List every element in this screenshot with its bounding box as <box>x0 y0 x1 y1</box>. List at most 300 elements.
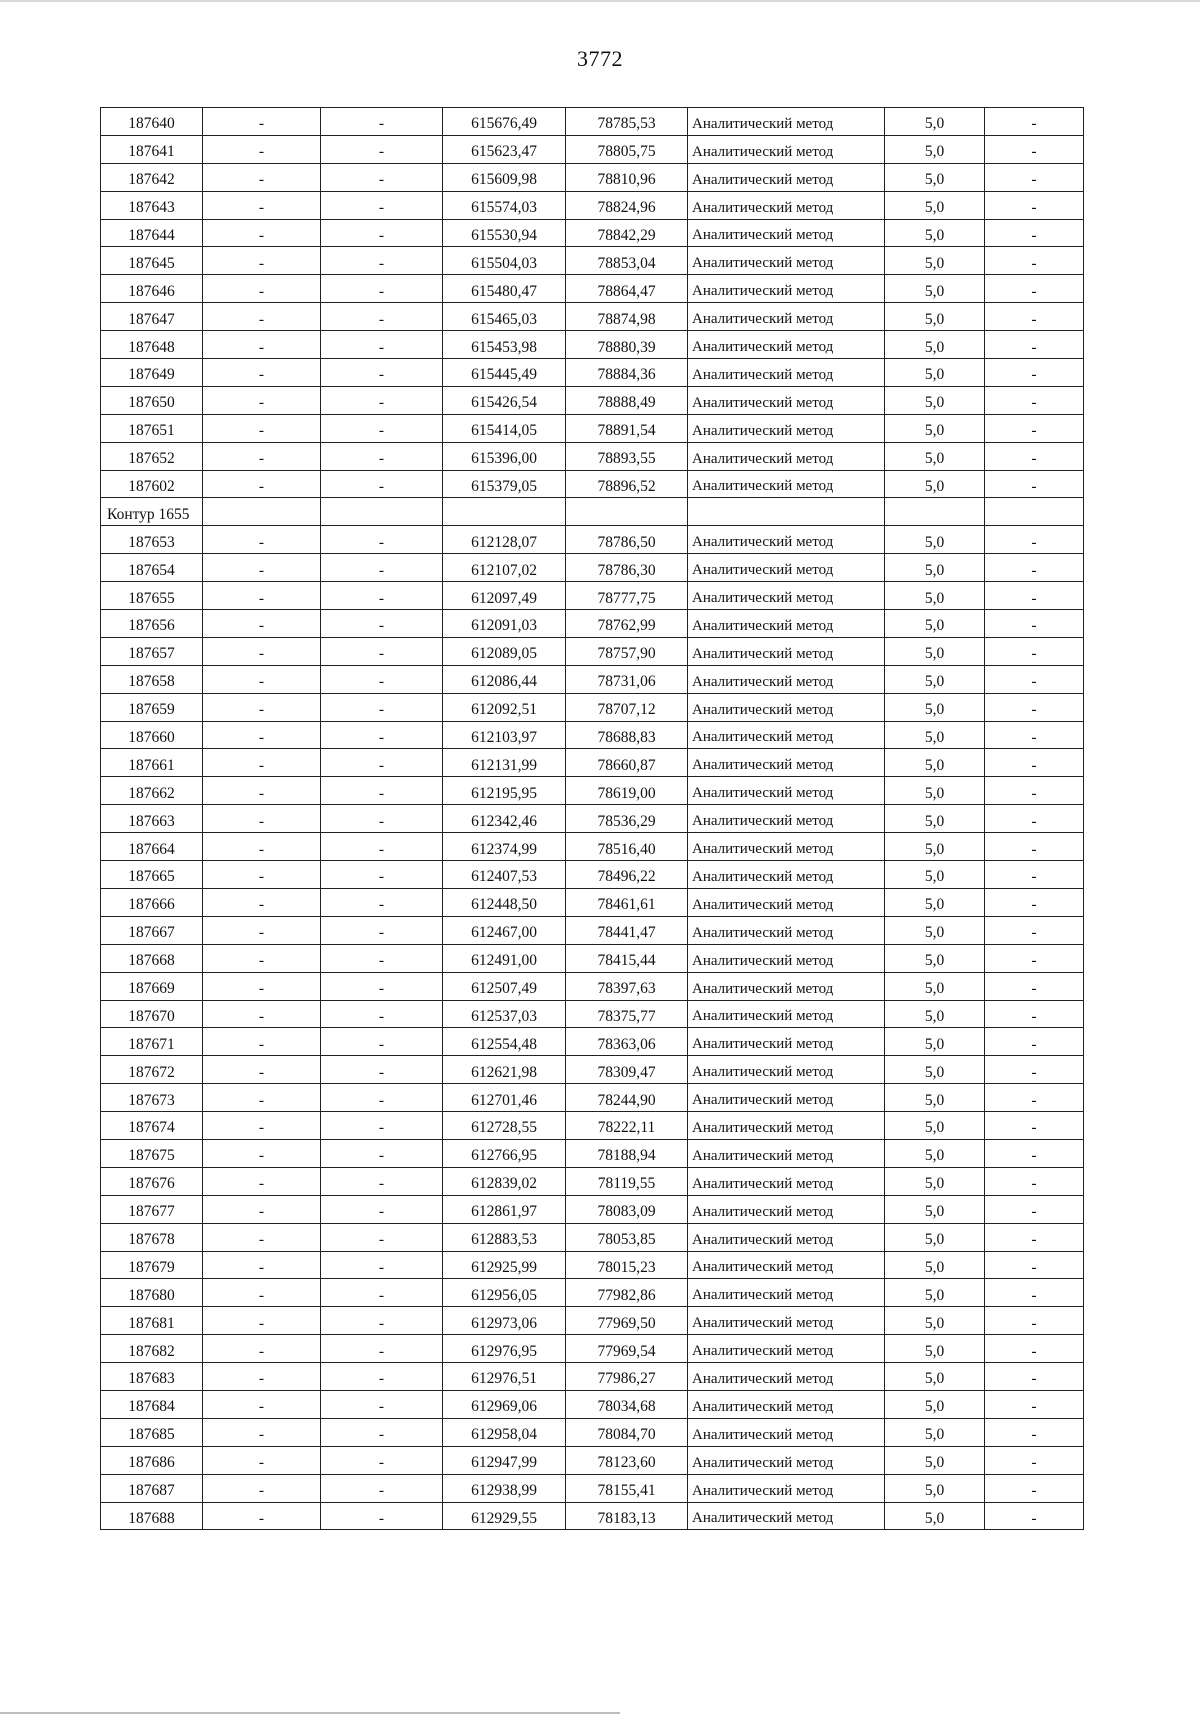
x-coordinate-cell: 612537,03 <box>443 1000 566 1028</box>
method-cell: Аналитический метод <box>688 1251 885 1279</box>
x-coordinate-cell: 612342,46 <box>443 805 566 833</box>
table-row <box>101 916 1084 944</box>
col3-cell: - <box>321 1390 443 1418</box>
method-cell: Аналитический метод <box>688 1056 885 1084</box>
accuracy-cell: 5,0 <box>885 1390 985 1418</box>
table-row <box>101 1474 1084 1502</box>
table-row <box>101 777 1084 805</box>
col3-cell: - <box>321 1307 443 1335</box>
col3-cell: - <box>321 247 443 275</box>
y-coordinate-cell: 78155,41 <box>566 1474 688 1502</box>
table-row <box>101 163 1084 191</box>
accuracy-cell: 5,0 <box>885 777 985 805</box>
point-id-cell: 187650 <box>101 386 203 414</box>
point-id-cell: 187674 <box>101 1112 203 1140</box>
x-coordinate-cell: 615379,05 <box>443 470 566 498</box>
contour-header-row <box>101 498 1084 526</box>
col3-cell: - <box>321 359 443 387</box>
accuracy-cell: 5,0 <box>885 749 985 777</box>
col8-cell: - <box>985 833 1084 861</box>
coordinates-table <box>100 107 1084 1530</box>
table-row <box>101 833 1084 861</box>
col2-cell: - <box>203 1251 321 1279</box>
col2-cell: - <box>203 386 321 414</box>
point-id-cell: 187675 <box>101 1139 203 1167</box>
x-coordinate-cell: 612976,95 <box>443 1335 566 1363</box>
method-cell: Аналитический метод <box>688 833 885 861</box>
point-id-cell: 187655 <box>101 582 203 610</box>
y-coordinate-cell: 78309,47 <box>566 1056 688 1084</box>
x-coordinate-cell: 612091,03 <box>443 610 566 638</box>
point-id-cell: 187684 <box>101 1390 203 1418</box>
col8-cell: - <box>985 1028 1084 1056</box>
point-id-cell: 187658 <box>101 665 203 693</box>
col2-cell: - <box>203 219 321 247</box>
x-coordinate-cell: 612956,05 <box>443 1279 566 1307</box>
method-cell: Аналитический метод <box>688 1195 885 1223</box>
col8-cell: - <box>985 610 1084 638</box>
col8-cell: - <box>985 1195 1084 1223</box>
method-cell: Аналитический метод <box>688 1502 885 1530</box>
point-id-cell: 187680 <box>101 1279 203 1307</box>
method-cell: Аналитический метод <box>688 163 885 191</box>
col8-cell: - <box>985 1112 1084 1140</box>
y-coordinate-cell: 78777,75 <box>566 582 688 610</box>
accuracy-cell: 5,0 <box>885 163 985 191</box>
col3-cell: - <box>321 1502 443 1530</box>
method-cell: Аналитический метод <box>688 191 885 219</box>
col8-cell: - <box>985 1418 1084 1446</box>
col2-cell: - <box>203 470 321 498</box>
col8-cell: - <box>985 637 1084 665</box>
y-coordinate-cell: 78536,29 <box>566 805 688 833</box>
col8-cell: - <box>985 721 1084 749</box>
table-row <box>101 1446 1084 1474</box>
accuracy-cell: 5,0 <box>885 1223 985 1251</box>
x-coordinate-cell: 615676,49 <box>443 108 566 136</box>
point-id-cell: 187656 <box>101 610 203 638</box>
point-id-cell: 187640 <box>101 108 203 136</box>
method-cell: Аналитический метод <box>688 861 885 889</box>
point-id-cell: 187682 <box>101 1335 203 1363</box>
col3-cell: - <box>321 1335 443 1363</box>
method-cell: Аналитический метод <box>688 108 885 136</box>
point-id-cell: 187662 <box>101 777 203 805</box>
table-row <box>101 749 1084 777</box>
point-id-cell: 187660 <box>101 721 203 749</box>
col3-cell: - <box>321 833 443 861</box>
method-cell: Аналитический метод <box>688 1418 885 1446</box>
col8-cell: - <box>985 1139 1084 1167</box>
y-coordinate-cell: 78516,40 <box>566 833 688 861</box>
method-cell: Аналитический метод <box>688 1112 885 1140</box>
y-coordinate-cell: 78496,22 <box>566 861 688 889</box>
y-coordinate-cell: 78084,70 <box>566 1418 688 1446</box>
point-id-cell: 187646 <box>101 275 203 303</box>
empty-cell <box>688 498 885 526</box>
empty-cell <box>443 498 566 526</box>
accuracy-cell: 5,0 <box>885 1167 985 1195</box>
col2-cell: - <box>203 331 321 359</box>
table-row <box>101 219 1084 247</box>
col3-cell: - <box>321 163 443 191</box>
x-coordinate-cell: 612976,51 <box>443 1363 566 1391</box>
col8-cell: - <box>985 1056 1084 1084</box>
x-coordinate-cell: 612407,53 <box>443 861 566 889</box>
method-cell: Аналитический метод <box>688 1390 885 1418</box>
accuracy-cell: 5,0 <box>885 526 985 554</box>
table-row <box>101 721 1084 749</box>
col8-cell: - <box>985 554 1084 582</box>
y-coordinate-cell: 78786,30 <box>566 554 688 582</box>
col8-cell: - <box>985 916 1084 944</box>
col3-cell: - <box>321 1223 443 1251</box>
col3-cell: - <box>321 526 443 554</box>
col2-cell: - <box>203 1418 321 1446</box>
y-coordinate-cell: 78619,00 <box>566 777 688 805</box>
method-cell: Аналитический метод <box>688 219 885 247</box>
x-coordinate-cell: 615480,47 <box>443 275 566 303</box>
method-cell: Аналитический метод <box>688 610 885 638</box>
accuracy-cell: 5,0 <box>885 386 985 414</box>
point-id-cell: 187668 <box>101 944 203 972</box>
x-coordinate-cell: 612938,99 <box>443 1474 566 1502</box>
col2-cell: - <box>203 1028 321 1056</box>
col8-cell: - <box>985 972 1084 1000</box>
col2-cell: - <box>203 1279 321 1307</box>
col3-cell: - <box>321 637 443 665</box>
y-coordinate-cell: 78786,50 <box>566 526 688 554</box>
col2-cell: - <box>203 777 321 805</box>
col3-cell: - <box>321 219 443 247</box>
col3-cell: - <box>321 386 443 414</box>
method-cell: Аналитический метод <box>688 1363 885 1391</box>
col3-cell: - <box>321 805 443 833</box>
table-row <box>101 944 1084 972</box>
y-coordinate-cell: 78188,94 <box>566 1139 688 1167</box>
accuracy-cell: 5,0 <box>885 1446 985 1474</box>
point-id-cell: 187644 <box>101 219 203 247</box>
col3-cell: - <box>321 861 443 889</box>
point-id-cell: 187673 <box>101 1084 203 1112</box>
accuracy-cell: 5,0 <box>885 359 985 387</box>
col8-cell: - <box>985 442 1084 470</box>
table-row <box>101 191 1084 219</box>
col2-cell: - <box>203 135 321 163</box>
y-coordinate-cell: 78415,44 <box>566 944 688 972</box>
col8-cell: - <box>985 219 1084 247</box>
col3-cell: - <box>321 944 443 972</box>
y-coordinate-cell: 77969,54 <box>566 1335 688 1363</box>
y-coordinate-cell: 78244,90 <box>566 1084 688 1112</box>
col3-cell: - <box>321 582 443 610</box>
col8-cell: - <box>985 805 1084 833</box>
table-row <box>101 1195 1084 1223</box>
point-id-cell: 187645 <box>101 247 203 275</box>
point-id-cell: 187649 <box>101 359 203 387</box>
col2-cell: - <box>203 442 321 470</box>
col8-cell: - <box>985 1251 1084 1279</box>
accuracy-cell: 5,0 <box>885 108 985 136</box>
method-cell: Аналитический метод <box>688 442 885 470</box>
y-coordinate-cell: 78888,49 <box>566 386 688 414</box>
y-coordinate-cell: 78874,98 <box>566 303 688 331</box>
y-coordinate-cell: 78688,83 <box>566 721 688 749</box>
col2-cell: - <box>203 1223 321 1251</box>
y-coordinate-cell: 78785,53 <box>566 108 688 136</box>
col8-cell: - <box>985 386 1084 414</box>
accuracy-cell: 5,0 <box>885 582 985 610</box>
col3-cell: - <box>321 108 443 136</box>
method-cell: Аналитический метод <box>688 916 885 944</box>
col8-cell: - <box>985 1084 1084 1112</box>
y-coordinate-cell: 78757,90 <box>566 637 688 665</box>
col2-cell: - <box>203 1084 321 1112</box>
y-coordinate-cell: 78119,55 <box>566 1167 688 1195</box>
table-row <box>101 554 1084 582</box>
y-coordinate-cell: 78880,39 <box>566 331 688 359</box>
accuracy-cell: 5,0 <box>885 1139 985 1167</box>
point-id-cell: 187683 <box>101 1363 203 1391</box>
method-cell: Аналитический метод <box>688 1084 885 1112</box>
method-cell: Аналитический метод <box>688 1028 885 1056</box>
accuracy-cell: 5,0 <box>885 331 985 359</box>
y-coordinate-cell: 78375,77 <box>566 1000 688 1028</box>
table-row <box>101 1363 1084 1391</box>
y-coordinate-cell: 78884,36 <box>566 359 688 387</box>
table-row <box>101 1390 1084 1418</box>
y-coordinate-cell: 78896,52 <box>566 470 688 498</box>
point-id-cell: 187661 <box>101 749 203 777</box>
x-coordinate-cell: 612128,07 <box>443 526 566 554</box>
accuracy-cell: 5,0 <box>885 1251 985 1279</box>
point-id-cell: 187602 <box>101 470 203 498</box>
method-cell: Аналитический метод <box>688 331 885 359</box>
col3-cell: - <box>321 665 443 693</box>
x-coordinate-cell: 615530,94 <box>443 219 566 247</box>
col2-cell: - <box>203 414 321 442</box>
accuracy-cell: 5,0 <box>885 470 985 498</box>
col3-cell: - <box>321 275 443 303</box>
col2-cell: - <box>203 1000 321 1028</box>
x-coordinate-cell: 615504,03 <box>443 247 566 275</box>
col2-cell: - <box>203 303 321 331</box>
table-row <box>101 275 1084 303</box>
y-coordinate-cell: 77969,50 <box>566 1307 688 1335</box>
table-row <box>101 582 1084 610</box>
point-id-cell: 187686 <box>101 1446 203 1474</box>
col2-cell: - <box>203 1112 321 1140</box>
point-id-cell: 187651 <box>101 414 203 442</box>
x-coordinate-cell: 612947,99 <box>443 1446 566 1474</box>
x-coordinate-cell: 615426,54 <box>443 386 566 414</box>
point-id-cell: 187687 <box>101 1474 203 1502</box>
y-coordinate-cell: 78034,68 <box>566 1390 688 1418</box>
table-row <box>101 442 1084 470</box>
page-number: 3772 <box>577 46 623 71</box>
y-coordinate-cell: 77986,27 <box>566 1363 688 1391</box>
col3-cell: - <box>321 777 443 805</box>
table-row <box>101 386 1084 414</box>
col3-cell: - <box>321 1418 443 1446</box>
col8-cell: - <box>985 359 1084 387</box>
x-coordinate-cell: 612491,00 <box>443 944 566 972</box>
method-cell: Аналитический метод <box>688 135 885 163</box>
col8-cell: - <box>985 861 1084 889</box>
col3-cell: - <box>321 1056 443 1084</box>
x-coordinate-cell: 612973,06 <box>443 1307 566 1335</box>
point-id-cell: 187642 <box>101 163 203 191</box>
table-row <box>101 1084 1084 1112</box>
table-row <box>101 805 1084 833</box>
col3-cell: - <box>321 1167 443 1195</box>
table-row <box>101 1139 1084 1167</box>
col3-cell: - <box>321 916 443 944</box>
col2-cell: - <box>203 1307 321 1335</box>
point-id-cell: 187659 <box>101 693 203 721</box>
y-coordinate-cell: 77982,86 <box>566 1279 688 1307</box>
col8-cell: - <box>985 275 1084 303</box>
accuracy-cell: 5,0 <box>885 191 985 219</box>
accuracy-cell: 5,0 <box>885 1084 985 1112</box>
y-coordinate-cell: 78053,85 <box>566 1223 688 1251</box>
method-cell: Аналитический метод <box>688 1279 885 1307</box>
table-row <box>101 1028 1084 1056</box>
accuracy-cell: 5,0 <box>885 414 985 442</box>
method-cell: Аналитический метод <box>688 1474 885 1502</box>
point-id-cell: 187663 <box>101 805 203 833</box>
empty-cell <box>985 498 1084 526</box>
method-cell: Аналитический метод <box>688 275 885 303</box>
point-id-cell: 187688 <box>101 1502 203 1530</box>
col8-cell: - <box>985 526 1084 554</box>
col2-cell: - <box>203 1474 321 1502</box>
table-row <box>101 1335 1084 1363</box>
table-row <box>101 414 1084 442</box>
method-cell: Аналитический метод <box>688 414 885 442</box>
x-coordinate-cell: 612507,49 <box>443 972 566 1000</box>
col8-cell: - <box>985 414 1084 442</box>
method-cell: Аналитический метод <box>688 359 885 387</box>
accuracy-cell: 5,0 <box>885 275 985 303</box>
col3-cell: - <box>321 554 443 582</box>
x-coordinate-cell: 612089,05 <box>443 637 566 665</box>
accuracy-cell: 5,0 <box>885 554 985 582</box>
table-row <box>101 693 1084 721</box>
accuracy-cell: 5,0 <box>885 1112 985 1140</box>
y-coordinate-cell: 78805,75 <box>566 135 688 163</box>
y-coordinate-cell: 78864,47 <box>566 275 688 303</box>
col3-cell: - <box>321 1363 443 1391</box>
accuracy-cell: 5,0 <box>885 693 985 721</box>
y-coordinate-cell: 78083,09 <box>566 1195 688 1223</box>
col3-cell: - <box>321 414 443 442</box>
y-coordinate-cell: 78397,63 <box>566 972 688 1000</box>
table-row <box>101 1000 1084 1028</box>
empty-cell <box>203 498 321 526</box>
col2-cell: - <box>203 972 321 1000</box>
accuracy-cell: 5,0 <box>885 247 985 275</box>
col3-cell: - <box>321 1251 443 1279</box>
col3-cell: - <box>321 1279 443 1307</box>
accuracy-cell: 5,0 <box>885 1279 985 1307</box>
accuracy-cell: 5,0 <box>885 805 985 833</box>
point-id-cell: 187652 <box>101 442 203 470</box>
accuracy-cell: 5,0 <box>885 721 985 749</box>
y-coordinate-cell: 78891,54 <box>566 414 688 442</box>
col3-cell: - <box>321 303 443 331</box>
point-id-cell: 187665 <box>101 861 203 889</box>
col3-cell: - <box>321 1139 443 1167</box>
col3-cell: - <box>321 888 443 916</box>
x-coordinate-cell: 612883,53 <box>443 1223 566 1251</box>
col2-cell: - <box>203 582 321 610</box>
col3-cell: - <box>321 1474 443 1502</box>
col8-cell: - <box>985 1307 1084 1335</box>
col2-cell: - <box>203 665 321 693</box>
col8-cell: - <box>985 1279 1084 1307</box>
y-coordinate-cell: 78731,06 <box>566 665 688 693</box>
x-coordinate-cell: 612103,97 <box>443 721 566 749</box>
point-id-cell: 187641 <box>101 135 203 163</box>
point-id-cell: 187643 <box>101 191 203 219</box>
col2-cell: - <box>203 693 321 721</box>
col3-cell: - <box>321 749 443 777</box>
y-coordinate-cell: 78222,11 <box>566 1112 688 1140</box>
method-cell: Аналитический метод <box>688 1139 885 1167</box>
col2-cell: - <box>203 1167 321 1195</box>
table-row <box>101 1307 1084 1335</box>
method-cell: Аналитический метод <box>688 247 885 275</box>
table-row <box>101 1167 1084 1195</box>
x-coordinate-cell: 612969,06 <box>443 1390 566 1418</box>
col2-cell: - <box>203 247 321 275</box>
x-coordinate-cell: 612374,99 <box>443 833 566 861</box>
y-coordinate-cell: 78183,13 <box>566 1502 688 1530</box>
x-coordinate-cell: 612131,99 <box>443 749 566 777</box>
accuracy-cell: 5,0 <box>885 916 985 944</box>
accuracy-cell: 5,0 <box>885 1502 985 1530</box>
method-cell: Аналитический метод <box>688 749 885 777</box>
point-id-cell: 187648 <box>101 331 203 359</box>
col3-cell: - <box>321 1112 443 1140</box>
accuracy-cell: 5,0 <box>885 1418 985 1446</box>
col8-cell: - <box>985 108 1084 136</box>
col2-cell: - <box>203 944 321 972</box>
col3-cell: - <box>321 442 443 470</box>
method-cell: Аналитический метод <box>688 582 885 610</box>
method-cell: Аналитический метод <box>688 1446 885 1474</box>
col8-cell: - <box>985 665 1084 693</box>
col8-cell: - <box>985 1335 1084 1363</box>
col8-cell: - <box>985 888 1084 916</box>
accuracy-cell: 5,0 <box>885 944 985 972</box>
point-id-cell: 187667 <box>101 916 203 944</box>
col2-cell: - <box>203 275 321 303</box>
empty-cell <box>321 498 443 526</box>
y-coordinate-cell: 78810,96 <box>566 163 688 191</box>
table-row <box>101 972 1084 1000</box>
point-id-cell: 187679 <box>101 1251 203 1279</box>
method-cell: Аналитический метод <box>688 1335 885 1363</box>
y-coordinate-cell: 78123,60 <box>566 1446 688 1474</box>
accuracy-cell: 5,0 <box>885 135 985 163</box>
col8-cell: - <box>985 1502 1084 1530</box>
method-cell: Аналитический метод <box>688 1307 885 1335</box>
table-row <box>101 861 1084 889</box>
point-id-cell: 187647 <box>101 303 203 331</box>
accuracy-cell: 5,0 <box>885 1335 985 1363</box>
